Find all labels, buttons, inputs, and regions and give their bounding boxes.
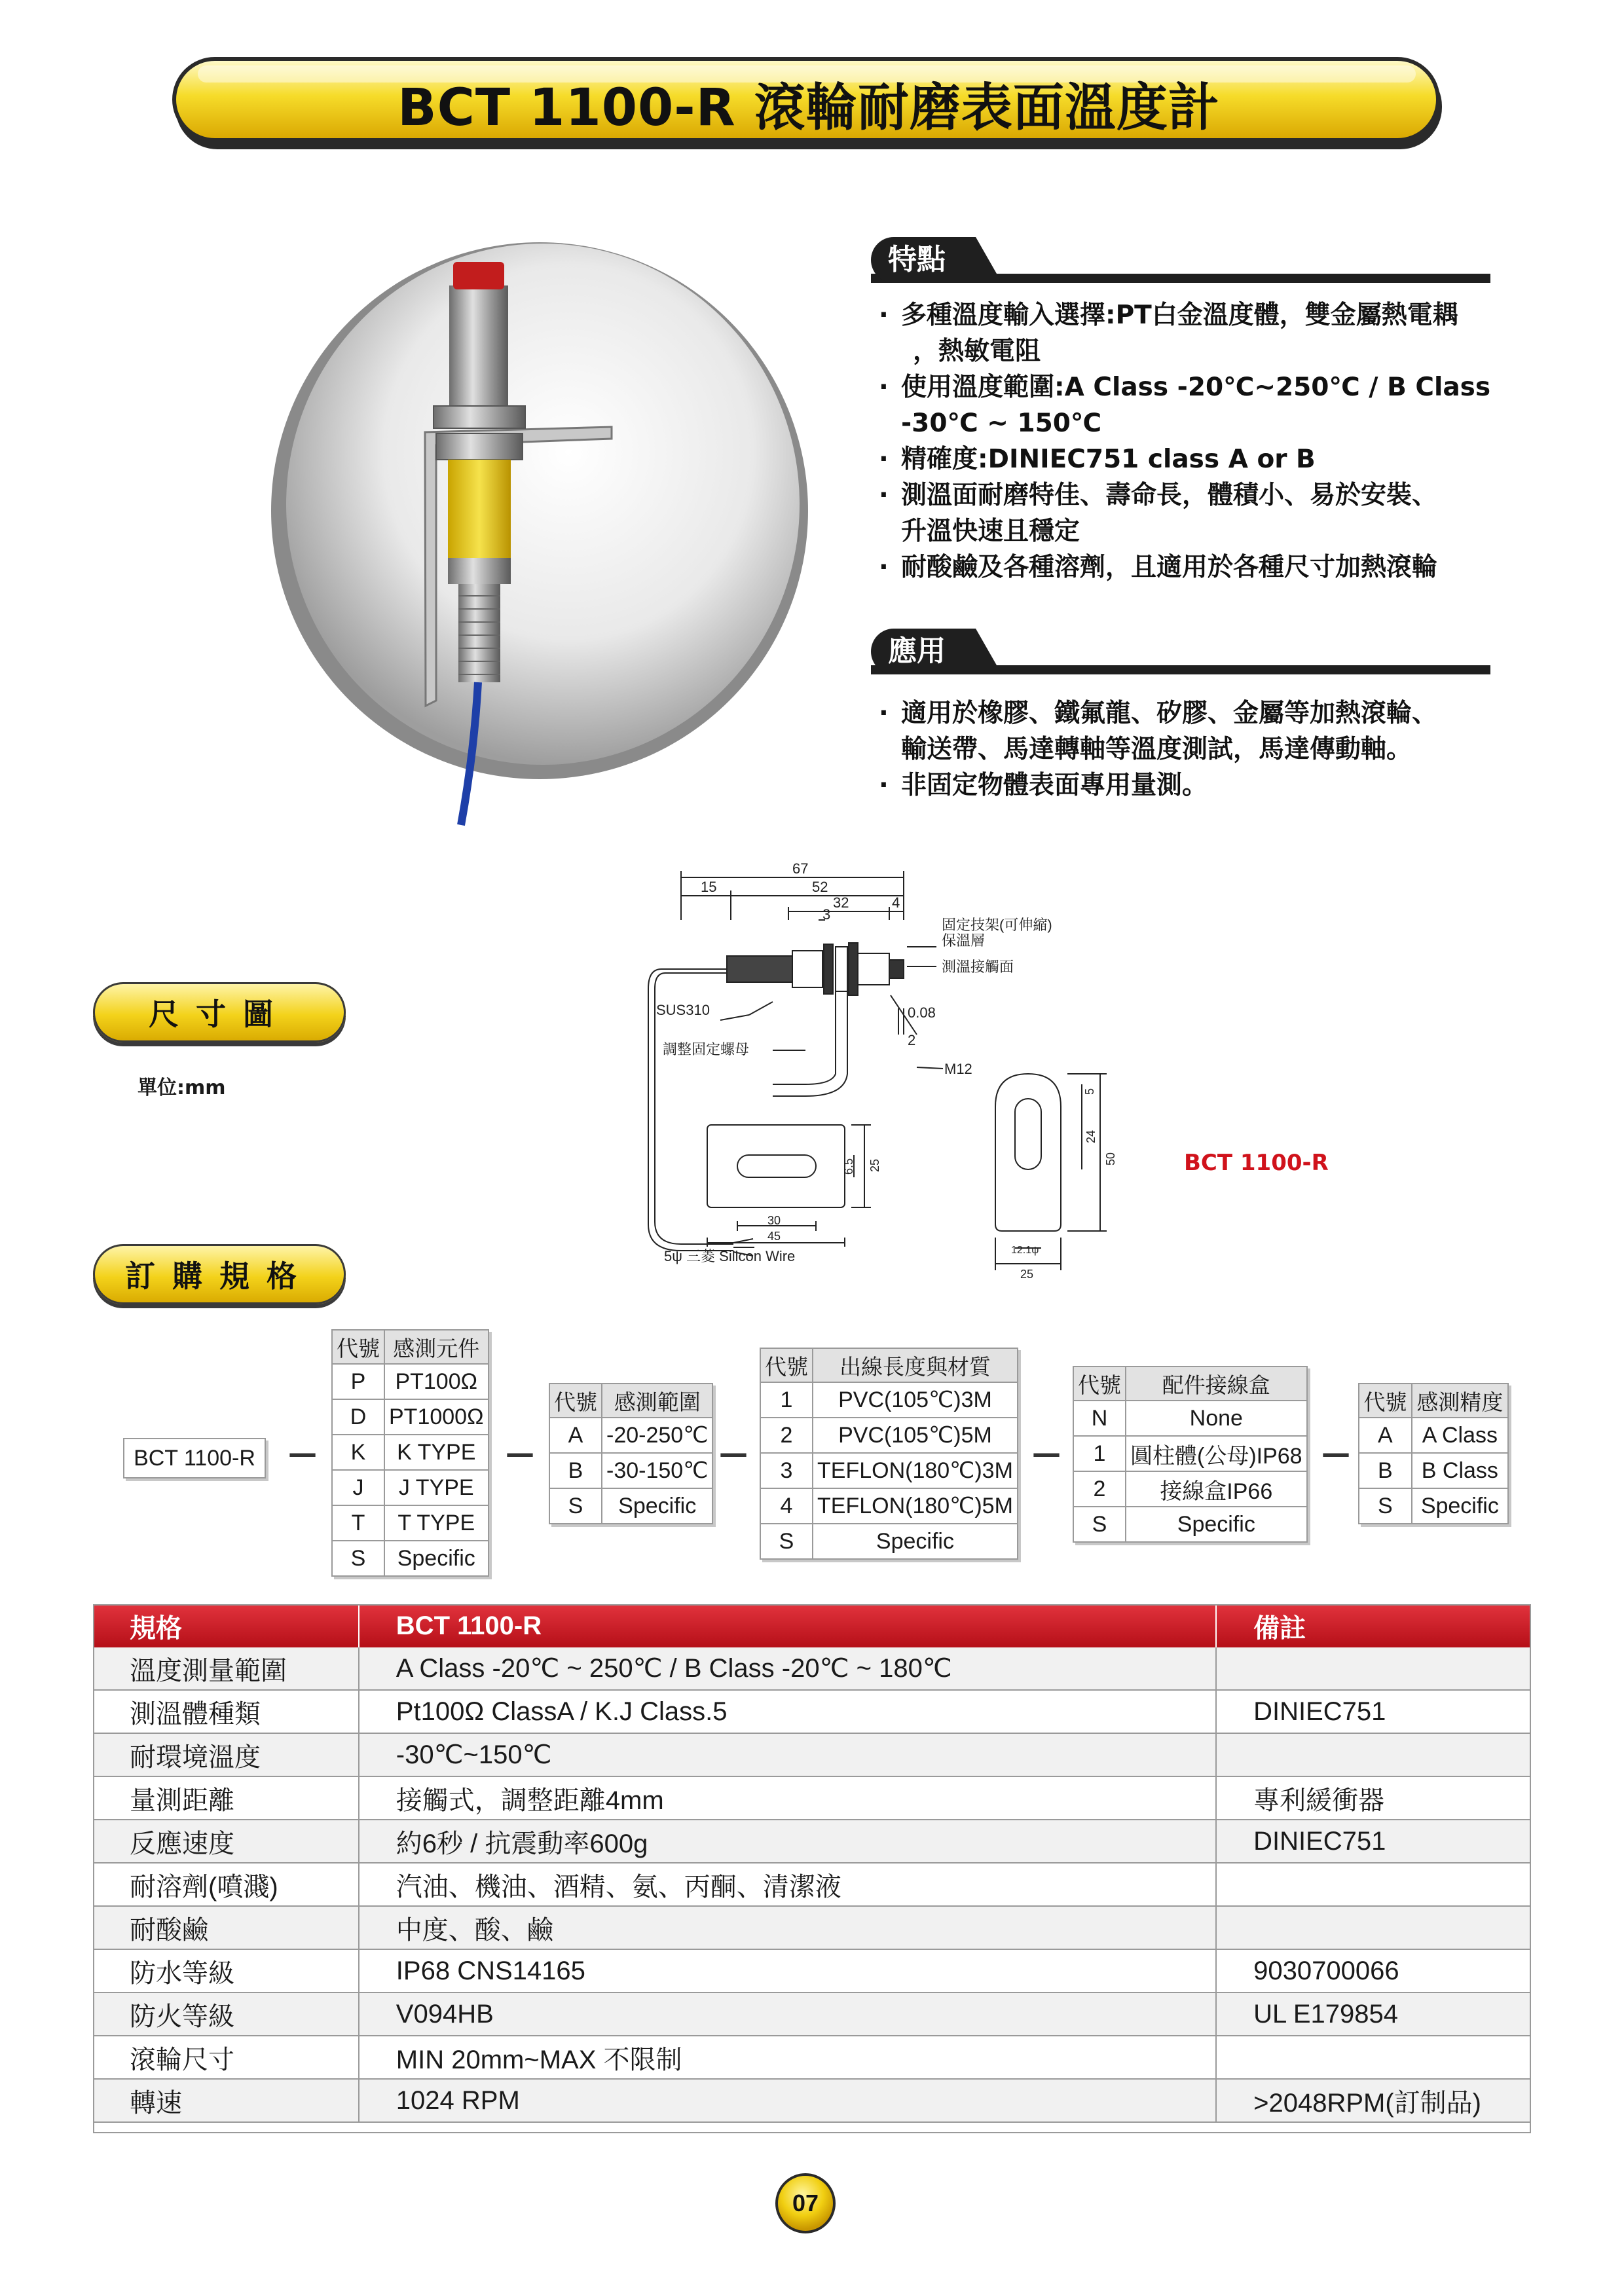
order-range-table: 代號 感測範圍 A -20-250℃ B -30-150℃ S Specific	[549, 1383, 713, 1524]
feature-item-cont: -30℃ ~ 150℃	[901, 409, 1102, 438]
features-list	[874, 297, 1509, 585]
svg-text:2: 2	[908, 1032, 916, 1048]
order-dash: —	[1321, 1437, 1350, 1470]
application-item-cont: 輸送帶、馬達轉軸等溫度測試，馬達傳動軸。	[901, 735, 1412, 764]
spec-header: 規格	[93, 1604, 359, 1647]
svg-text:3: 3	[822, 906, 831, 923]
feature-item: · 耐酸鹼及各種溶劑，且適用於各種尺寸加熱滾輪	[874, 549, 1509, 585]
svg-text:4: 4	[892, 894, 900, 911]
spec-row: 耐溶劑(噴濺) 汽油、機油、酒精、氨、丙酮、清潔液	[93, 1863, 1530, 1906]
svg-text:32: 32	[833, 894, 849, 911]
features-heading: 特點	[871, 237, 1490, 283]
applications-list	[874, 695, 1509, 803]
spec-table	[93, 1604, 1531, 2123]
svg-text:50: 50	[1104, 1152, 1117, 1166]
order-lead-table: 代號 出線長度與材質 1 PVC(105℃)3M 2 PVC(105℃)5M 3 TEFLON(180℃)3M 4 TEFLON(180℃)5M S Specific	[760, 1348, 1018, 1560]
svg-text:25: 25	[1020, 1268, 1034, 1281]
svg-text:6.5: 6.5	[842, 1158, 855, 1175]
application-item: · 適用於橡膠、鐵氟龍、矽膠、金屬等加熱滾輪、	[874, 695, 1509, 731]
drawing-model-label: BCT 1100-R	[1184, 1150, 1329, 1176]
application-item: · 非固定物體表面專用量測。	[874, 767, 1509, 803]
page-number-badge	[773, 2171, 838, 2236]
spec-row: 防火等級 V094HB UL E179854	[93, 1992, 1530, 2036]
spec-header: 備註	[1216, 1604, 1530, 1647]
order-spec-label: 訂購規格	[93, 1244, 346, 1304]
svg-text:調整固定螺母: 調整固定螺母	[663, 1041, 750, 1057]
spec-row: 溫度測量範圍 A Class -20℃ ~ 250℃ / B Class -20℃ ~ 180℃	[93, 1647, 1530, 1690]
svg-text:45: 45	[767, 1230, 781, 1243]
svg-text:SUS310: SUS310	[656, 1002, 710, 1018]
order-dash: —	[288, 1437, 317, 1470]
spec-row: 反應速度 約6秒 / 抗震動率600g DINIEC751	[93, 1820, 1530, 1863]
spec-row: 測溫體種類 Pt100Ω ClassA / K.J Class.5 DINIEC751	[93, 1690, 1530, 1733]
page-title: BCT 1100-R 滾輪耐磨表面溫度計	[397, 79, 1220, 138]
order-dash: —	[719, 1437, 748, 1470]
dimensions-label: 尺寸圖	[93, 982, 346, 1042]
feature-item-cont: ，熱敏電阻	[913, 337, 1041, 366]
product-photo	[265, 216, 815, 832]
order-model-code: BCT 1100-R	[123, 1438, 266, 1478]
feature-item-cont: 升溫快速且穩定	[901, 517, 1080, 546]
drawing-labels	[656, 860, 1117, 1281]
dimension-drawing	[609, 858, 1329, 1303]
spec-row: 量測距離 接觸式，調整距離4mm 專利緩衝器	[93, 1776, 1530, 1820]
svg-text:5: 5	[1083, 1088, 1096, 1095]
svg-text:保溫層: 保溫層	[942, 932, 986, 949]
order-sensor-table: 代號 感測元件 P PT100Ω D PT1000Ω K K TYPE J J TYPE T T TYPE S Specific	[331, 1329, 489, 1577]
feature-item: · 測溫面耐磨特佳、壽命長，體積小、易於安裝、	[874, 477, 1509, 513]
spec-row: 滾輪尺寸 MIN 20mm~MAX 不限制	[93, 2036, 1530, 2079]
svg-text:固定技架(可伸縮): 固定技架(可伸縮)	[942, 917, 1052, 933]
svg-text:0.08: 0.08	[908, 1004, 936, 1021]
page-number: 07	[792, 2190, 819, 2216]
order-dash: —	[506, 1437, 534, 1470]
svg-text:5ψ 三菱 Silicon Wire: 5ψ 三菱 Silicon Wire	[664, 1248, 796, 1264]
svg-text:30: 30	[767, 1214, 781, 1227]
svg-text:M12: M12	[944, 1061, 972, 1077]
spec-row: 防水等級 IP68 CNS14165 9030700066	[93, 1949, 1530, 1992]
svg-text:24: 24	[1084, 1129, 1098, 1143]
spec-row: 耐酸鹼 中度、酸、鹼	[93, 1906, 1530, 1949]
svg-text:測溫接觸面: 測溫接觸面	[942, 959, 1014, 975]
spec-row: 轉速 1024 RPM >2048RPM(訂制品)	[93, 2079, 1530, 2122]
svg-text:12.1ψ: 12.1ψ	[1011, 1245, 1039, 1256]
svg-text:25: 25	[868, 1158, 881, 1172]
order-dash: —	[1032, 1437, 1061, 1470]
unit-label: 單位:mm	[138, 1076, 226, 1099]
spec-header: BCT 1100-R	[359, 1604, 1216, 1647]
svg-text:67: 67	[792, 860, 809, 877]
feature-item: · 精確度:DINIEC751 class A or B	[874, 441, 1509, 477]
feature-item: · 使用溫度範圍:A Class -20℃~250℃ / B Class	[874, 369, 1509, 405]
order-box-table: 代號 配件接線盒 N None 1 圓柱體(公母)IP68 2 接線盒IP66 S Specific	[1073, 1366, 1308, 1543]
spec-row: 耐環境溫度 -30℃~150℃	[93, 1733, 1530, 1776]
feature-item: · 多種溫度輸入選擇:PT白金溫度體，雙金屬熱電耦	[874, 297, 1509, 333]
svg-text:52: 52	[812, 879, 828, 895]
applications-heading: 應用	[871, 629, 1490, 674]
spec-header-row	[93, 1604, 1530, 1647]
order-accuracy-table: 代號 感測精度 A A Class B B Class S Specific	[1358, 1383, 1509, 1524]
svg-text:15: 15	[701, 879, 717, 895]
